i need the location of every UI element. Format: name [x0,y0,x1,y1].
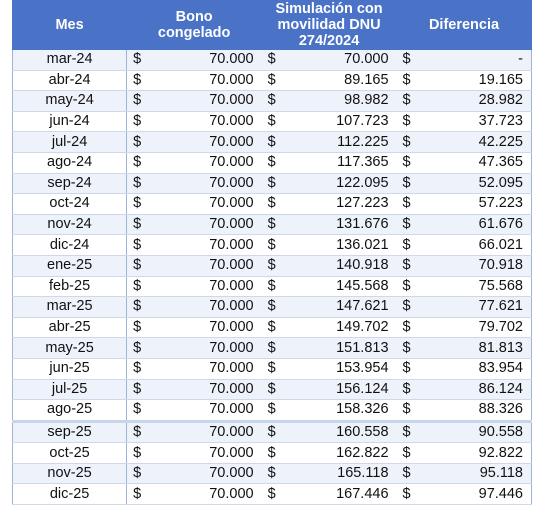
month-cell: ago-24 [13,152,127,173]
table-row [13,358,532,379]
month-cell: may-24 [13,91,127,112]
header-mes: Mes [13,0,127,50]
sim-currency-cell: $ [262,50,293,70]
dif-currency-cell: $ [397,443,428,464]
dif-currency-cell: $ [397,297,428,318]
dif-currency-cell: $ [397,132,428,153]
header-bono: Bono congelado [127,0,262,50]
dif-currency-cell: $ [397,379,428,400]
month-cell: jun-25 [13,358,127,379]
sim-currency-cell: $ [262,297,293,318]
dif-value-cell: 77.621 [428,297,532,318]
sim-currency-cell: $ [262,443,293,464]
dif-currency-cell: $ [397,276,428,297]
sim-currency-cell: $ [262,91,293,112]
table-row [13,338,532,359]
month-cell: may-25 [13,338,127,359]
table-row [13,484,532,505]
dif-value-cell: 66.021 [428,235,532,256]
table-row [13,255,532,276]
bono-currency-cell: $ [127,276,158,297]
bono-value-cell: 70.000 [158,235,262,256]
month-cell: feb-25 [13,276,127,297]
dif-value-cell: 42.225 [428,132,532,153]
month-cell: dic-24 [13,235,127,256]
sim-value-cell: 70.000 [293,50,397,70]
sim-value-cell: 158.326 [293,400,397,422]
sim-value-cell: 127.223 [293,194,397,215]
table-row [13,214,532,235]
table-row [13,173,532,194]
month-cell: mar-25 [13,297,127,318]
table-row [13,297,532,318]
bono-currency-cell: $ [127,194,158,215]
table-row [13,91,532,112]
dif-value-cell: 92.822 [428,443,532,464]
sim-value-cell: 145.568 [293,276,397,297]
dif-currency-cell: $ [397,173,428,194]
table-row [13,111,532,132]
sim-value-cell: 107.723 [293,111,397,132]
bono-currency-cell: $ [127,214,158,235]
sim-currency-cell: $ [262,276,293,297]
dif-currency-cell: $ [397,255,428,276]
bono-value-cell: 70.000 [158,443,262,464]
table-row [13,276,532,297]
dif-value-cell: 52.095 [428,173,532,194]
bono-value-cell: 70.000 [158,317,262,338]
bono-currency-cell: $ [127,132,158,153]
dif-currency-cell: $ [397,317,428,338]
bono-currency-cell: $ [127,338,158,359]
dif-currency-cell: $ [397,400,428,422]
sim-value-cell: 162.822 [293,443,397,464]
bono-value-cell: 70.000 [158,50,262,70]
sim-value-cell: 89.165 [293,70,397,91]
bono-value-cell: 70.000 [158,400,262,422]
bono-value-cell: 70.000 [158,70,262,91]
dif-currency-cell: $ [397,152,428,173]
month-cell: nov-24 [13,214,127,235]
dif-value-cell: 83.954 [428,358,532,379]
bono-currency-cell: $ [127,173,158,194]
sim-currency-cell: $ [262,111,293,132]
dif-value-cell: 81.813 [428,338,532,359]
dif-value-cell: 95.118 [428,463,532,484]
dif-currency-cell: $ [397,421,428,443]
sim-currency-cell: $ [262,379,293,400]
sim-value-cell: 112.225 [293,132,397,153]
dif-currency-cell: $ [397,358,428,379]
sim-value-cell: 167.446 [293,484,397,505]
dif-currency-cell: $ [397,50,428,70]
dif-value-cell: 79.702 [428,317,532,338]
sim-currency-cell: $ [262,400,293,422]
sim-value-cell: 160.558 [293,421,397,443]
bono-value-cell: 70.000 [158,379,262,400]
sim-currency-cell: $ [262,255,293,276]
month-cell: oct-25 [13,443,127,464]
sim-value-cell: 147.621 [293,297,397,318]
bono-currency-cell: $ [127,50,158,70]
sim-currency-cell: $ [262,338,293,359]
sim-value-cell: 153.954 [293,358,397,379]
month-cell: ago-25 [13,400,127,422]
sim-currency-cell: $ [262,317,293,338]
month-cell: oct-24 [13,194,127,215]
bono-currency-cell: $ [127,297,158,318]
bono-value-cell: 70.000 [158,484,262,505]
table-row [13,317,532,338]
table-row [13,235,532,256]
bono-value-cell: 70.000 [158,111,262,132]
bono-currency-cell: $ [127,358,158,379]
sim-value-cell: 165.118 [293,463,397,484]
month-cell: sep-25 [13,421,127,443]
dif-value-cell: 37.723 [428,111,532,132]
month-cell: mar-24 [13,50,127,70]
bono-currency-cell: $ [127,463,158,484]
sim-value-cell: 156.124 [293,379,397,400]
bono-value-cell: 70.000 [158,214,262,235]
header-diferencia: Diferencia [397,0,532,50]
bono-value-cell: 70.000 [158,173,262,194]
bono-value-cell: 70.000 [158,91,262,112]
month-cell: sep-24 [13,173,127,194]
sim-currency-cell: $ [262,152,293,173]
sim-currency-cell: $ [262,421,293,443]
dif-value-cell: 75.568 [428,276,532,297]
dif-currency-cell: $ [397,338,428,359]
sim-currency-cell: $ [262,463,293,484]
table-row [13,443,532,464]
bono-currency-cell: $ [127,443,158,464]
table-body [13,50,532,505]
dif-value-cell: 86.124 [428,379,532,400]
sim-currency-cell: $ [262,235,293,256]
table-row [13,379,532,400]
month-cell: jul-24 [13,132,127,153]
sim-value-cell: 151.813 [293,338,397,359]
month-cell: abr-24 [13,70,127,91]
sim-value-cell: 98.982 [293,91,397,112]
dif-currency-cell: $ [397,214,428,235]
bono-currency-cell: $ [127,484,158,505]
bono-currency-cell: $ [127,421,158,443]
table-row [13,70,532,91]
bono-currency-cell: $ [127,235,158,256]
bono-value-cell: 70.000 [158,132,262,153]
sim-value-cell: 149.702 [293,317,397,338]
sim-currency-cell: $ [262,358,293,379]
sim-value-cell: 136.021 [293,235,397,256]
dif-currency-cell: $ [397,194,428,215]
table-row [13,400,532,422]
dif-value-cell: 90.558 [428,421,532,443]
bono-currency-cell: $ [127,255,158,276]
sim-currency-cell: $ [262,214,293,235]
dif-value-cell: 28.982 [428,91,532,112]
dif-currency-cell: $ [397,235,428,256]
bono-currency-cell: $ [127,91,158,112]
bono-currency-cell: $ [127,152,158,173]
bono-value-cell: 70.000 [158,194,262,215]
bono-value-cell: 70.000 [158,338,262,359]
dif-value-cell: 70.918 [428,255,532,276]
comparison-table [12,0,532,505]
bono-currency-cell: $ [127,70,158,91]
bono-currency-cell: $ [127,317,158,338]
table-row [13,463,532,484]
table-row [13,152,532,173]
bono-value-cell: 70.000 [158,463,262,484]
bono-value-cell: 70.000 [158,276,262,297]
sim-value-cell: 117.365 [293,152,397,173]
table-header-row [13,0,532,50]
dif-value-cell: 97.446 [428,484,532,505]
dif-value-cell: 47.365 [428,152,532,173]
header-simulacion: Simulación con movilidad DNU 274/2024 [262,0,397,50]
bono-currency-cell: $ [127,111,158,132]
dif-currency-cell: $ [397,463,428,484]
dif-value-cell: - [428,50,532,70]
month-cell: jul-25 [13,379,127,400]
comparison-table-container [12,0,532,505]
dif-value-cell: 88.326 [428,400,532,422]
dif-value-cell: 57.223 [428,194,532,215]
bono-value-cell: 70.000 [158,152,262,173]
sim-value-cell: 140.918 [293,255,397,276]
dif-currency-cell: $ [397,91,428,112]
sim-value-cell: 131.676 [293,214,397,235]
sim-currency-cell: $ [262,132,293,153]
dif-currency-cell: $ [397,70,428,91]
sim-value-cell: 122.095 [293,173,397,194]
bono-currency-cell: $ [127,400,158,422]
month-cell: ene-25 [13,255,127,276]
bono-value-cell: 70.000 [158,358,262,379]
table-row [13,421,532,443]
bono-currency-cell: $ [127,379,158,400]
sim-currency-cell: $ [262,194,293,215]
table-row [13,132,532,153]
bono-value-cell: 70.000 [158,255,262,276]
dif-currency-cell: $ [397,111,428,132]
table-row [13,194,532,215]
month-cell: nov-25 [13,463,127,484]
dif-currency-cell: $ [397,484,428,505]
month-cell: jun-24 [13,111,127,132]
sim-currency-cell: $ [262,70,293,91]
bono-value-cell: 70.000 [158,421,262,443]
sim-currency-cell: $ [262,484,293,505]
month-cell: dic-25 [13,484,127,505]
month-cell: abr-25 [13,317,127,338]
table-row [13,50,532,70]
sim-currency-cell: $ [262,173,293,194]
bono-value-cell: 70.000 [158,297,262,318]
dif-value-cell: 61.676 [428,214,532,235]
dif-value-cell: 19.165 [428,70,532,91]
